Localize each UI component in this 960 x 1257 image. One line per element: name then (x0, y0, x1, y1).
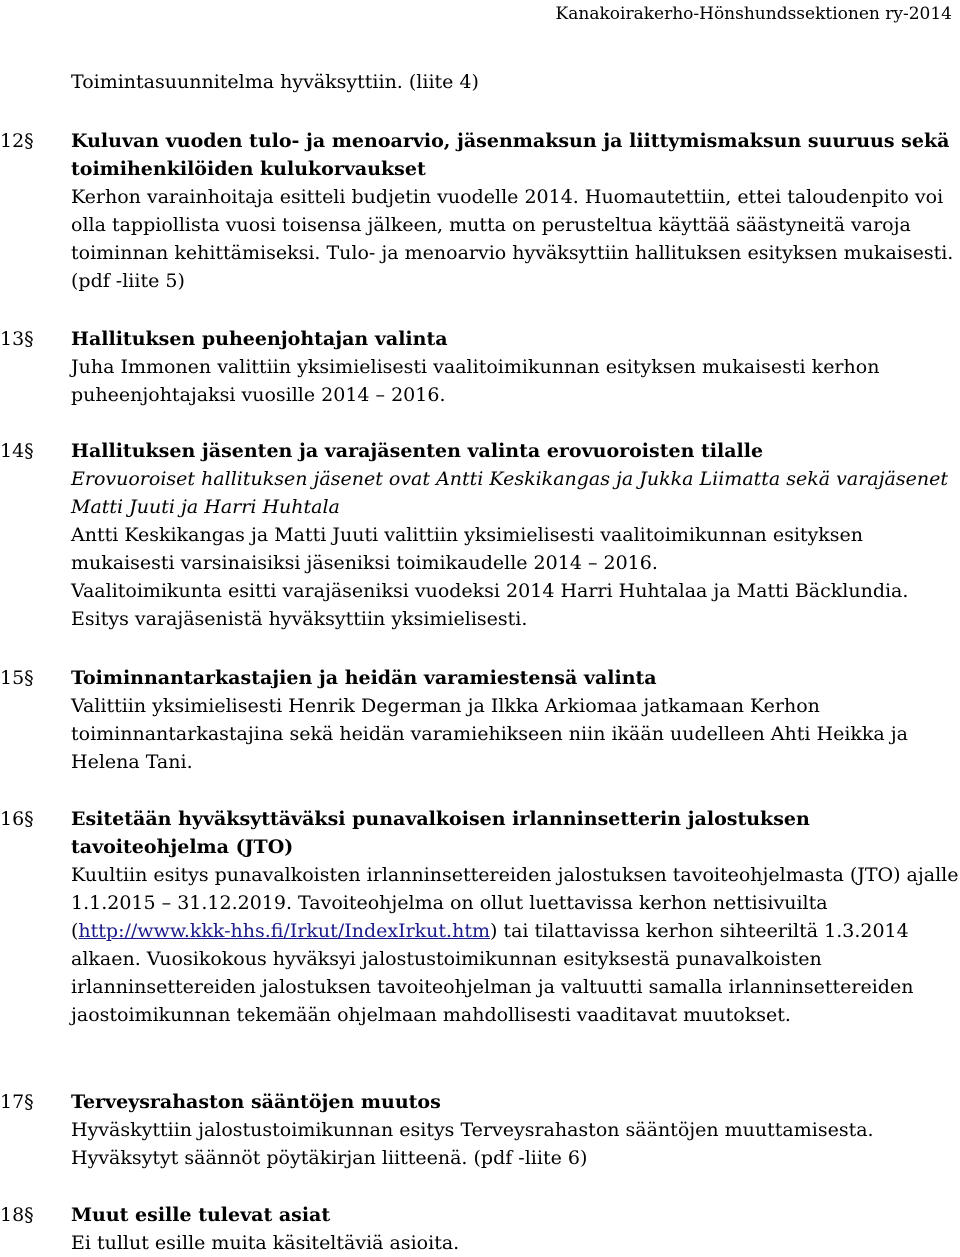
section-number: 14§ (0, 440, 34, 462)
section-title: Muut esille tulevat asiat (71, 1204, 331, 1226)
body-text-before-link: Kuultiin esitys punavalkoisten irlanninsettereiden jalostuksen tavoiteohjelmasta (JTO) ajalle 1.1.2015 – 31.12.2019. Tavoiteohjelma on ollut luettavissa kerhon nettisivuilta ( (71, 864, 959, 942)
section-body-2: Vaalitoimikunta esitti varajäseniksi vuodeksi 2014 Harri Huhtalaa ja Matti Bäcklundia. Esitys varajäsenistä hyväksyttiin yksimielisesti. (71, 580, 909, 630)
section-body-1: Antti Keskikangas ja Matti Juuti valittiin yksimielisesti vaalitoimikunnan esityksen mukaisesti varsinaisiksi jäseniksi toimikaudelle 2014 – 2016. (71, 524, 864, 574)
section-title: Terveysrahaston sääntöjen muutos (71, 1091, 441, 1113)
running-header: Kanakoirakerho-Hönshundssektionen ry-2014 (555, 4, 952, 24)
section-content (71, 127, 960, 295)
section-number: 13§ (0, 328, 34, 350)
section-number: 12§ (0, 130, 34, 152)
section-number: 16§ (0, 808, 34, 830)
section-content (71, 1201, 960, 1257)
jto-link[interactable]: http://www.kkk-hhs.fi/Irkut/IndexIrkut.htm (78, 920, 490, 942)
section-body-1: Hyväskyttiin jalostustoimikunnan esitys Terveysrahaston sääntöjen muuttamisesta. (71, 1119, 874, 1141)
section-title: Kuluvan vuoden tulo- ja menoarvio, jäsenmaksun ja liittymismaksun suuruus sekä toimihenkilöiden kulukorvaukset (71, 130, 950, 180)
section-title: Hallituksen puheenjohtajan valinta (71, 328, 448, 350)
section-content (71, 664, 960, 776)
section-body: Juha Immonen valittiin yksimielisesti vaalitoimikunnan esityksen mukaisesti kerhon puheenjohtajaksi vuosille 2014 – 2016. (71, 356, 880, 406)
section-content (71, 325, 960, 409)
section-title: Esitetään hyväksyttäväksi punavalkoisen irlanninsetterin jalostuksen tavoiteohjelma (JTO) (71, 808, 810, 858)
section-content (71, 805, 960, 1029)
body-text-after-link: ) tai tilattavissa kerhon sihteeriltä 1.3.2014 alkaen. Vuosikokous hyväksyi jalostustoimikunnan esityksestä punavalkoisten irlanninsettereiden jalostuksen tavoiteohjelman ja valtuutti samalla irlanninsettereiden jaostoimikunnan tekemään ohjelmaan mahdollisesti vaaditavat muutokset. (71, 920, 914, 1026)
section-body (71, 861, 960, 1029)
section-number: 15§ (0, 667, 34, 689)
section-content (71, 437, 960, 633)
intro-line: Toimintasuunnitelma hyväksyttiin. (liite 4) (71, 71, 479, 93)
section-body-2: Hyväksytyt säännöt pöytäkirjan liitteenä. (pdf -liite 6) (71, 1147, 588, 1169)
section-title: Hallituksen jäsenten ja varajäsenten valinta erovuoroisten tilalle (71, 440, 764, 462)
section-content (71, 1088, 960, 1172)
section-body: Ei tullut esille muita käsiteltäviä asioita. (71, 1232, 460, 1254)
section-number: 18§ (0, 1204, 34, 1226)
section-number: 17§ (0, 1091, 34, 1113)
section-body: Valittiin yksimielisesti Henrik Degerman ja Ilkka Arkiomaa jatkamaan Kerhon toiminnantarkastajina sekä heidän varamiehikseen niin ikään uudelleen Ahti Heikka ja Helena Tani. (71, 695, 909, 773)
section-body: Kerhon varainhoitaja esitteli budjetin vuodelle 2014. Huomautettiin, ettei taloudenpito voi olla tappiollista vuosi toisensa jälkeen, mutta on perusteltua käyttää säästyneitä varoja toiminnan kehittämiseksi. Tulo- ja menoarvio hyväksyttiin hallituksen esityksen mukaisesti. (pdf -liite 5) (71, 186, 954, 292)
section-title: Toiminnantarkastajien ja heidän varamiestensä valinta (71, 667, 657, 689)
section-subtitle: Erovuoroiset hallituksen jäsenet ovat Antti Keskikangas ja Jukka Liimatta sekä varajäsenet Matti Juuti ja Harri Huhtala (71, 468, 948, 518)
